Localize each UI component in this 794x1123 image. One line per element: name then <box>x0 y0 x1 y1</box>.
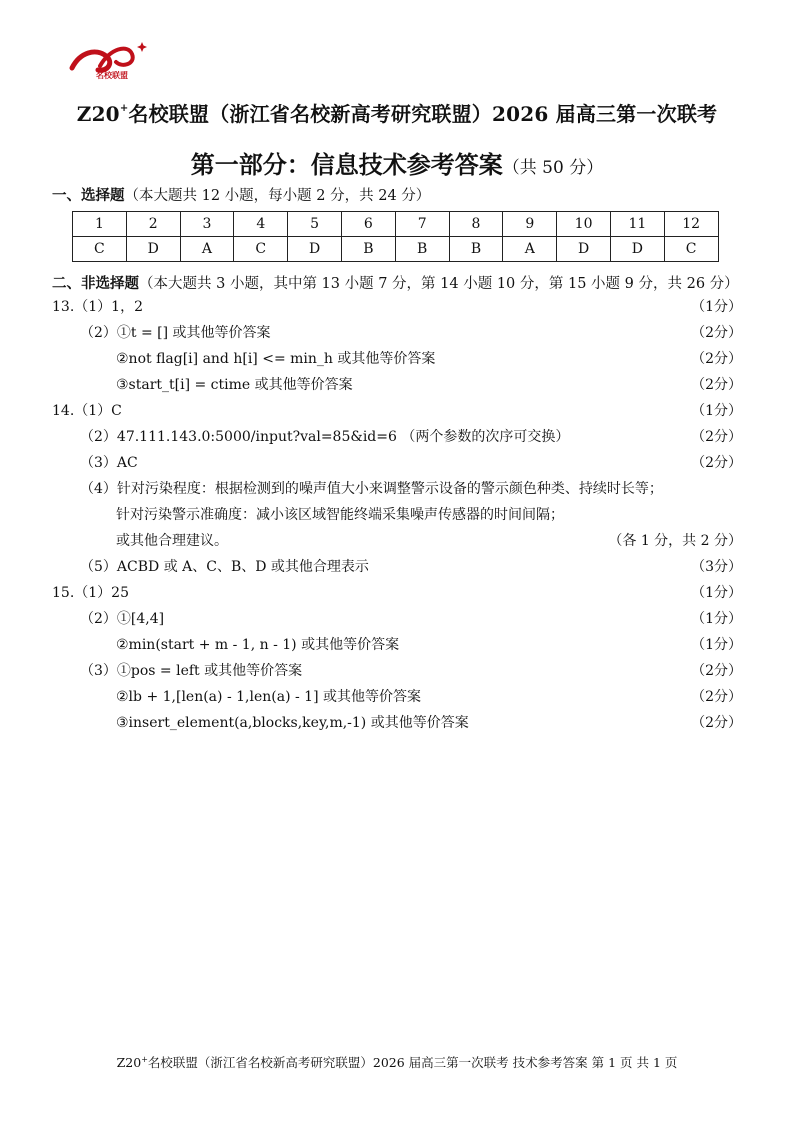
answer-cell: D <box>610 237 664 262</box>
answer-line: ③start_t[i] = ctime 或其他等价答案 <box>116 377 353 393</box>
answer-line: 15.（1）25 <box>52 585 129 601</box>
section2-heading: 二、非选择题（本大题共 3 小题，其中第 13 小题 7 分，第 14 小题 10 分，第 15 小题 9 分，共 26 分） <box>52 276 739 292</box>
answer-cell: A <box>180 237 234 262</box>
score-label: （2分） <box>691 689 742 705</box>
score-label: （2分） <box>691 377 742 393</box>
answer-line: 或其他合理建议。 <box>116 533 228 549</box>
answer-cell: A <box>503 237 557 262</box>
question-number-cell: 2 <box>126 212 180 237</box>
answer-cell: B <box>449 237 503 262</box>
question-number-cell: 12 <box>664 212 718 237</box>
question-number-cell: 3 <box>180 212 234 237</box>
score-label: （2分） <box>691 325 742 341</box>
subtitle-main: 第一部分：信息技术参考答案 <box>190 151 503 179</box>
answer-cell: D <box>557 237 611 262</box>
question-number-cell: 8 <box>449 212 503 237</box>
answer-cell: C <box>234 237 288 262</box>
score-label: （1分） <box>691 585 742 601</box>
answer-line: （5）ACBD 或 A、C、B、D 或其他合理表示 <box>80 559 369 575</box>
answer-line: （2）47.111.143.0:5000/input?val=85&id=6 （两个参数的次序可交换） <box>80 429 570 445</box>
answer-line: （4）针对污染程度：根据检测到的噪声值大小来调整警示设备的警示颜色种类、持续时长等； <box>80 481 663 497</box>
answer-cell: B <box>395 237 449 262</box>
subtitle-note: （共 50 分） <box>502 158 604 178</box>
question-number-cell: 5 <box>288 212 342 237</box>
score-label: （各 1 分，共 2 分） <box>608 533 742 549</box>
score-label: （3分） <box>691 559 742 575</box>
score-label: （1分） <box>691 299 742 315</box>
answer-line: （2）①[4,4] <box>80 611 165 627</box>
score-label: （1分） <box>691 403 742 419</box>
answer-cell: D <box>288 237 342 262</box>
answer-cell: D <box>126 237 180 262</box>
score-label: （2分） <box>691 715 742 731</box>
answer-row <box>73 237 719 262</box>
score-label: （2分） <box>691 663 742 679</box>
logo-text: 名校联盟 <box>96 71 128 80</box>
answer-cell: B <box>341 237 395 262</box>
answer-line: 针对污染警示准确度：减小该区域智能终端采集噪声传感器的时间间隔； <box>116 507 564 523</box>
score-label: （1分） <box>691 611 742 627</box>
answer-line: ②min(start + m - 1, n - 1) 或其他等价答案 <box>116 637 400 653</box>
answer-line: ②lb + 1,[len(a) - 1,len(a) - 1] 或其他等价答案 <box>116 689 421 705</box>
answer-line: （3）AC <box>80 455 138 471</box>
question-number-cell: 4 <box>234 212 288 237</box>
question-number-row <box>73 212 719 237</box>
answer-line: （3）①pos = left 或其他等价答案 <box>80 663 303 679</box>
choice-answer-table <box>72 211 719 262</box>
score-label: （2分） <box>691 455 742 471</box>
question-number-cell: 9 <box>503 212 557 237</box>
page-subtitle <box>0 145 794 180</box>
question-number-cell: 6 <box>341 212 395 237</box>
question-number-cell: 11 <box>610 212 664 237</box>
section1-heading: 一、选择题（本大题共 12 小题，每小题 2 分，共 24 分） <box>52 188 431 204</box>
answer-line: 14.（1）C <box>52 403 122 419</box>
answer-line: 13.（1）1，2 <box>52 299 143 315</box>
answer-line: ③insert_element(a,blocks,key,m,-1) 或其他等价答案 <box>116 715 469 731</box>
answer-line: （2）①t = [] 或其他等价答案 <box>80 325 271 341</box>
score-label: （2分） <box>691 429 742 445</box>
score-label: （1分） <box>691 637 742 653</box>
answer-cell: C <box>664 237 718 262</box>
answer-line: ②not flag[i] and h[i] <= min_h 或其他等价答案 <box>116 351 436 367</box>
question-number-cell: 7 <box>395 212 449 237</box>
question-number-cell: 10 <box>557 212 611 237</box>
answer-cell: C <box>73 237 127 262</box>
exam-title: Z20+名校联盟（浙江省名校新高考研究联盟）2026 届高三第一次联考 <box>76 102 718 126</box>
score-label: （2分） <box>691 351 742 367</box>
page-footer: Z20+名校联盟（浙江省名校新高考研究联盟）2026 届高三第一次联考 技术参考答案 第 1 页 共 1 页 <box>116 1054 678 1070</box>
question-number-cell: 1 <box>73 212 127 237</box>
